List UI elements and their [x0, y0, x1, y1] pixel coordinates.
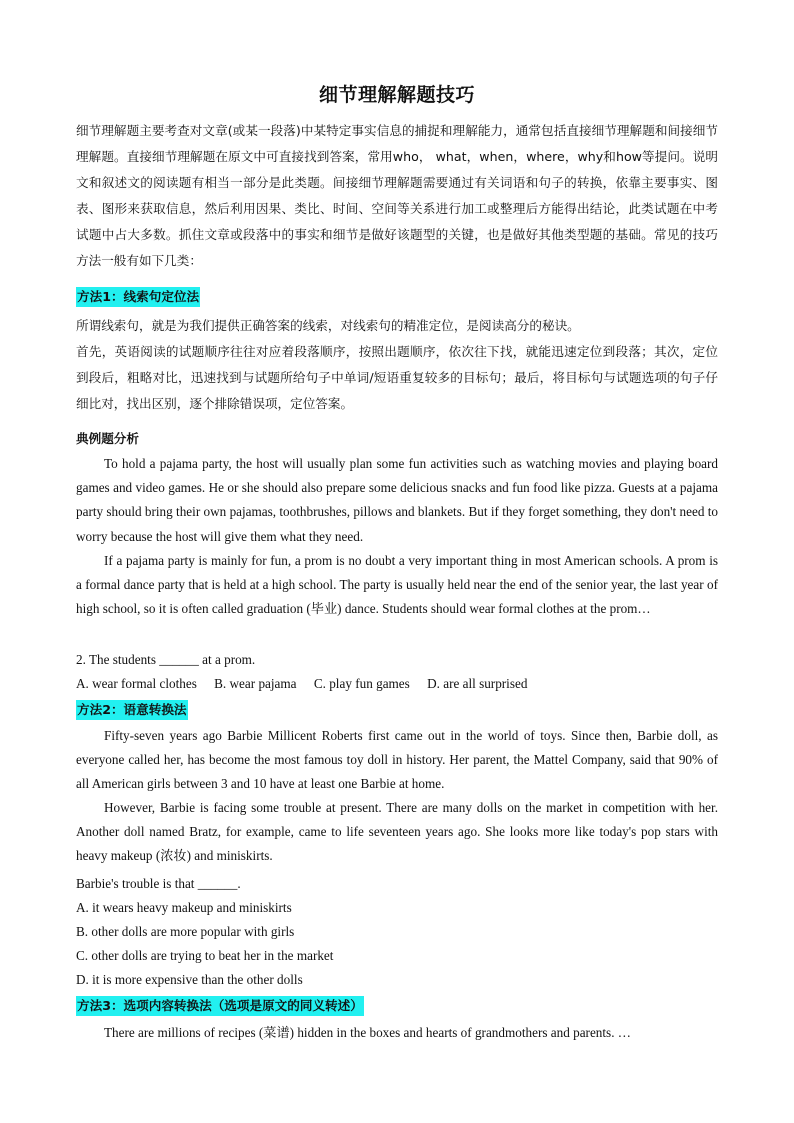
option-b: B. wear pajama — [214, 676, 297, 691]
method2-option-c: C. other dolls are trying to beat her in the market — [76, 948, 334, 963]
intro-paragraph: 细节理解题主要考查对文章(或某一段落)中某特定事实信息的捕捉和理解能力，通常包括直接细节理解题和间接细节理解题。直接细节理解题在原文中可直接找到答案，常用who， what，when，where，why和how等提问。说明文和叙述文的阅读题有相当一部分是此类题。间接细节理解题需要通过有关词语和句子的转换，依靠主要事实、图表、图形来获取信息，然后利用因果、类比、时间、空间等关系进行加工或整理后方能得出结论，此类试题在中考试题中占大多数。抓住文章或段落中的事实和细节是做好该题型的关键，也是做好其他类型题的基础。常见的技巧方法一般有如下几类： — [76, 123, 718, 268]
option-c: C. play fun games — [313, 676, 410, 691]
example1-paragraph-2: If a pajama party is mainly for fun, a prom is no doubt a very important thing in most American schools. A prom is a formal dance party that is held at a high school. The party is usually held near the end of the senior year, the last year of high school, so it is often called graduation (毕业) dance. Students should wear formal clothes at the prom… — [76, 553, 718, 617]
method2-option-d: D. it is more expensive than the other dolls — [76, 972, 303, 987]
method2-option-a: A. it wears heavy makeup and miniskirts — [76, 900, 292, 915]
option-d: D. are all surprised — [427, 676, 528, 691]
method1-paragraph-1: 所谓线索句，就是为我们提供正确答案的线索，对线索句的精准定位，是阅读高分的秘诀。 — [76, 318, 580, 333]
method2-option-b: B. other dolls are more popular with girls — [76, 924, 295, 939]
method3-label: 方法3：选项内容转换法（选项是原文的同义转述） — [76, 996, 364, 1016]
page-title: 细节理解解题技巧 — [318, 84, 475, 106]
example1-paragraph-1: To hold a pajama party, the host will usually plan some fun activities such as watching movies and playing board games and video games. He or she should also prepare some delicious snacks and fun food like pizza. Guests at a pajama party should bring their own pajamas, toothbrushes, pillows and blankets. But if they forget something, they don't need to worry because the host will give them what they need. — [76, 456, 718, 544]
example1-question: 2. The students ______ at a prom. — [76, 652, 256, 667]
method3-heading — [76, 996, 718, 1016]
method1-label: 方法1：线索句定位法 — [76, 287, 200, 307]
example1-options — [76, 672, 718, 696]
method1-heading — [76, 287, 718, 307]
method3-paragraph-1: There are millions of recipes (菜谱) hidden in the boxes and hearts of grandmothers and parents. … — [104, 1025, 631, 1040]
method1-paragraph-2: 首先，英语阅读的试题顺序往往对应着段落顺序，按照出题顺序，依次往下找，就能迅速定位到段落；其次，定位到段后，粗略对比，迅速找到与试题所给句子中单词/短语重复较多的目标句；最后，将目标句与试题选项的句子仔细比对，找出区别，逐个排除错误项，定位答案。 — [76, 344, 718, 411]
method2-label: 方法2：语意转换法 — [76, 700, 188, 720]
method2-paragraph-1: Fifty-seven years ago Barbie Millicent Roberts first came out in the world of toys. Since then, Barbie doll, as everyone called her, has become the most famous toy doll in history. Her parent, the Mattel Company, said that 90% of all American girls between 3 and 10 have at least one Barbie at home. — [76, 728, 718, 792]
method2-heading — [76, 700, 718, 720]
example-heading: 典例题分析 — [76, 431, 139, 446]
method2-paragraph-2: However, Barbie is facing some trouble at present. There are many dolls on the market in competition with her. Another doll named Bratz, for example, came to life seventeen years ago. She looks more like today's pop stars with heavy makeup (浓妆) and miniskirts. — [76, 800, 718, 864]
method2-question: Barbie's trouble is that ______. — [76, 876, 241, 891]
option-a: A. wear formal clothes — [76, 676, 197, 691]
